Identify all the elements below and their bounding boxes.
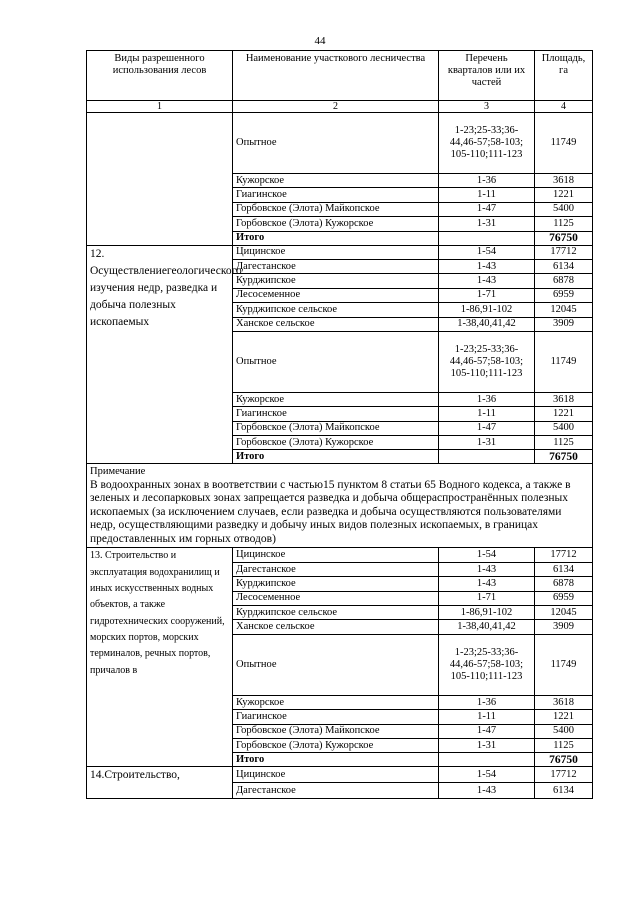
area-value: 6134 — [535, 562, 593, 576]
forestry-name: Горбовское (Элота) Майкопское — [233, 724, 439, 738]
quarter-list: 1-47 — [439, 421, 535, 435]
table-row — [87, 113, 593, 174]
header-forestry-name: Наименование участкового лесничества — [233, 51, 439, 101]
total-area: 76750 — [535, 753, 593, 767]
forestry-name: Дагестанское — [233, 259, 439, 273]
forestry-name: Гиагинское — [233, 407, 439, 421]
area-value: 1125 — [535, 436, 593, 450]
quarter-list: 1-71 — [439, 288, 535, 302]
quarter-list: 1-43 — [439, 577, 535, 591]
area-value: 5400 — [535, 202, 593, 216]
quarter-list: 1-86,91-102 — [439, 303, 535, 317]
header-row — [87, 51, 593, 101]
forestry-name: Ханское сельское — [233, 620, 439, 634]
quarter-list: 1-43 — [439, 562, 535, 576]
forestry-name: Курджипское — [233, 274, 439, 288]
area-value: 5400 — [535, 421, 593, 435]
quarter-list: 1-36 — [439, 695, 535, 709]
quarter-list: 1-11 — [439, 710, 535, 724]
col-number: 3 — [439, 101, 535, 113]
quarter-list — [439, 450, 535, 464]
forestry-name: Лесосеменное — [233, 288, 439, 302]
quarter-list: 1-43 — [439, 783, 535, 799]
quarter-list: 1-31 — [439, 436, 535, 450]
total-area: 76750 — [535, 231, 593, 245]
use-type-empty — [87, 113, 233, 246]
note-text: В водоохранных зонах в воответствии с частью15 пунктом 8 статьи 65 Водного кодекса, а также в зеленых и лесопарковых зонах запрещается разведка и добыча общераспространённых полезных ископаемых (за исключением случаев, если разведка и добыча осуществляются пользователями недр, осуществляющими разведку и добычу иных видов полезных ископаемых, в границах предоставленных им горных отводов) — [90, 478, 571, 545]
forestry-name: Ханское сельское — [233, 317, 439, 331]
note-title: Примечание — [90, 466, 146, 478]
area-value: 3909 — [535, 317, 593, 331]
area-value: 12045 — [535, 303, 593, 317]
forestry-name: Гиагинское — [233, 710, 439, 724]
quarter-list: 1-23;25-33;36-44,46-57;58-103; 105-110;111-123 — [439, 331, 535, 392]
quarter-list: 1-47 — [439, 202, 535, 216]
forestry-name: Горбовское (Элота) Кужорское — [233, 738, 439, 752]
area-value: 6878 — [535, 577, 593, 591]
quarter-list: 1-36 — [439, 392, 535, 406]
area-value: 12045 — [535, 606, 593, 620]
quarter-list: 1-36 — [439, 174, 535, 188]
table-row — [87, 767, 593, 783]
forestry-name: Дагестанское — [233, 562, 439, 576]
area-value: 6959 — [535, 591, 593, 605]
forestry-name: Дагестанское — [233, 783, 439, 799]
total-label: Итого — [233, 231, 439, 245]
quarter-list: 1-43 — [439, 274, 535, 288]
area-value: 6959 — [535, 288, 593, 302]
forestry-name: Горбовское (Элота) Майкопское — [233, 421, 439, 435]
header-use-type: Виды разрешенного использования лесов — [87, 51, 233, 101]
area-value: 11749 — [535, 331, 593, 392]
area-value: 3618 — [535, 695, 593, 709]
col-number: 2 — [233, 101, 439, 113]
forestry-name: Курджипское — [233, 577, 439, 591]
quarter-list: 1-38,40,41,42 — [439, 317, 535, 331]
quarter-list: 1-54 — [439, 245, 535, 259]
col-number: 4 — [535, 101, 593, 113]
area-value: 1221 — [535, 407, 593, 421]
area-value: 3618 — [535, 174, 593, 188]
forestry-name: Цицинское — [233, 245, 439, 259]
quarter-list: 1-54 — [439, 548, 535, 562]
quarter-list: 1-31 — [439, 738, 535, 752]
forestry-name: Горбовское (Элота) Майкопское — [233, 202, 439, 216]
area-value: 1221 — [535, 188, 593, 202]
forestry-name: Курджипское сельское — [233, 303, 439, 317]
quarter-list: 1-86,91-102 — [439, 606, 535, 620]
forestry-name: Лесосеменное — [233, 591, 439, 605]
area-value: 17712 — [535, 245, 593, 259]
quarter-list: 1-11 — [439, 188, 535, 202]
area-value: 6134 — [535, 259, 593, 273]
total-label: Итого — [233, 450, 439, 464]
page-number: 44 — [314, 35, 326, 47]
quarter-list: 1-31 — [439, 217, 535, 231]
quarter-list: 1-11 — [439, 407, 535, 421]
quarter-list: 1-71 — [439, 591, 535, 605]
forestry-name: Кужорское — [233, 392, 439, 406]
use-type-12: 12. Осуществлениегеологического изучения недр, разведка и добыча полезных ископаемых — [87, 245, 233, 464]
area-value: 3618 — [535, 392, 593, 406]
forestry-name: Опытное — [233, 634, 439, 695]
area-value: 11749 — [535, 113, 593, 174]
forestry-name: Горбовское (Элота) Кужорское — [233, 217, 439, 231]
use-type-14: 14.Строительство, — [87, 767, 233, 799]
total-area: 76750 — [535, 450, 593, 464]
note-row — [87, 464, 593, 548]
forest-use-table — [86, 50, 593, 799]
note-cell — [87, 464, 593, 548]
area-value: 1125 — [535, 738, 593, 752]
quarter-list: 1-54 — [439, 767, 535, 783]
area-value: 17712 — [535, 548, 593, 562]
quarter-list: 1-23;25-33;36-44,46-57;58-103; 105-110;111-123 — [439, 113, 535, 174]
quarter-list: 1-38,40,41,42 — [439, 620, 535, 634]
forestry-name: Цицинское — [233, 548, 439, 562]
forestry-name: Горбовское (Элота) Кужорское — [233, 436, 439, 450]
area-value: 5400 — [535, 724, 593, 738]
forestry-name: Цицинское — [233, 767, 439, 783]
forestry-name: Кужорское — [233, 695, 439, 709]
forestry-name: Гиагинское — [233, 188, 439, 202]
col-number: 1 — [87, 101, 233, 113]
quarter-list — [439, 753, 535, 767]
area-value: 6878 — [535, 274, 593, 288]
area-value: 1221 — [535, 710, 593, 724]
forestry-name: Кужорское — [233, 174, 439, 188]
header-quarters: Перечень кварталов или их частей — [439, 51, 535, 101]
table-row — [87, 548, 593, 562]
area-value: 6134 — [535, 783, 593, 799]
area-value: 11749 — [535, 634, 593, 695]
total-label: Итого — [233, 753, 439, 767]
area-value: 17712 — [535, 767, 593, 783]
forestry-name: Опытное — [233, 113, 439, 174]
header-area: Площадь, га — [535, 51, 593, 101]
area-value: 3909 — [535, 620, 593, 634]
table-row — [87, 245, 593, 259]
quarter-list: 1-43 — [439, 259, 535, 273]
forestry-name: Курджипское сельское — [233, 606, 439, 620]
quarter-list: 1-47 — [439, 724, 535, 738]
column-number-row — [87, 101, 593, 113]
use-type-13: 13. Строительство и эксплуатация водохранилищ и иных искусственных водных объектов, а также гидротехнических сооружений, морских портов, морских терминалов, речных портов, причалов в — [87, 548, 233, 767]
quarter-list: 1-23;25-33;36-44,46-57;58-103; 105-110;111-123 — [439, 634, 535, 695]
forestry-name: Опытное — [233, 331, 439, 392]
area-value: 1125 — [535, 217, 593, 231]
quarter-list — [439, 231, 535, 245]
